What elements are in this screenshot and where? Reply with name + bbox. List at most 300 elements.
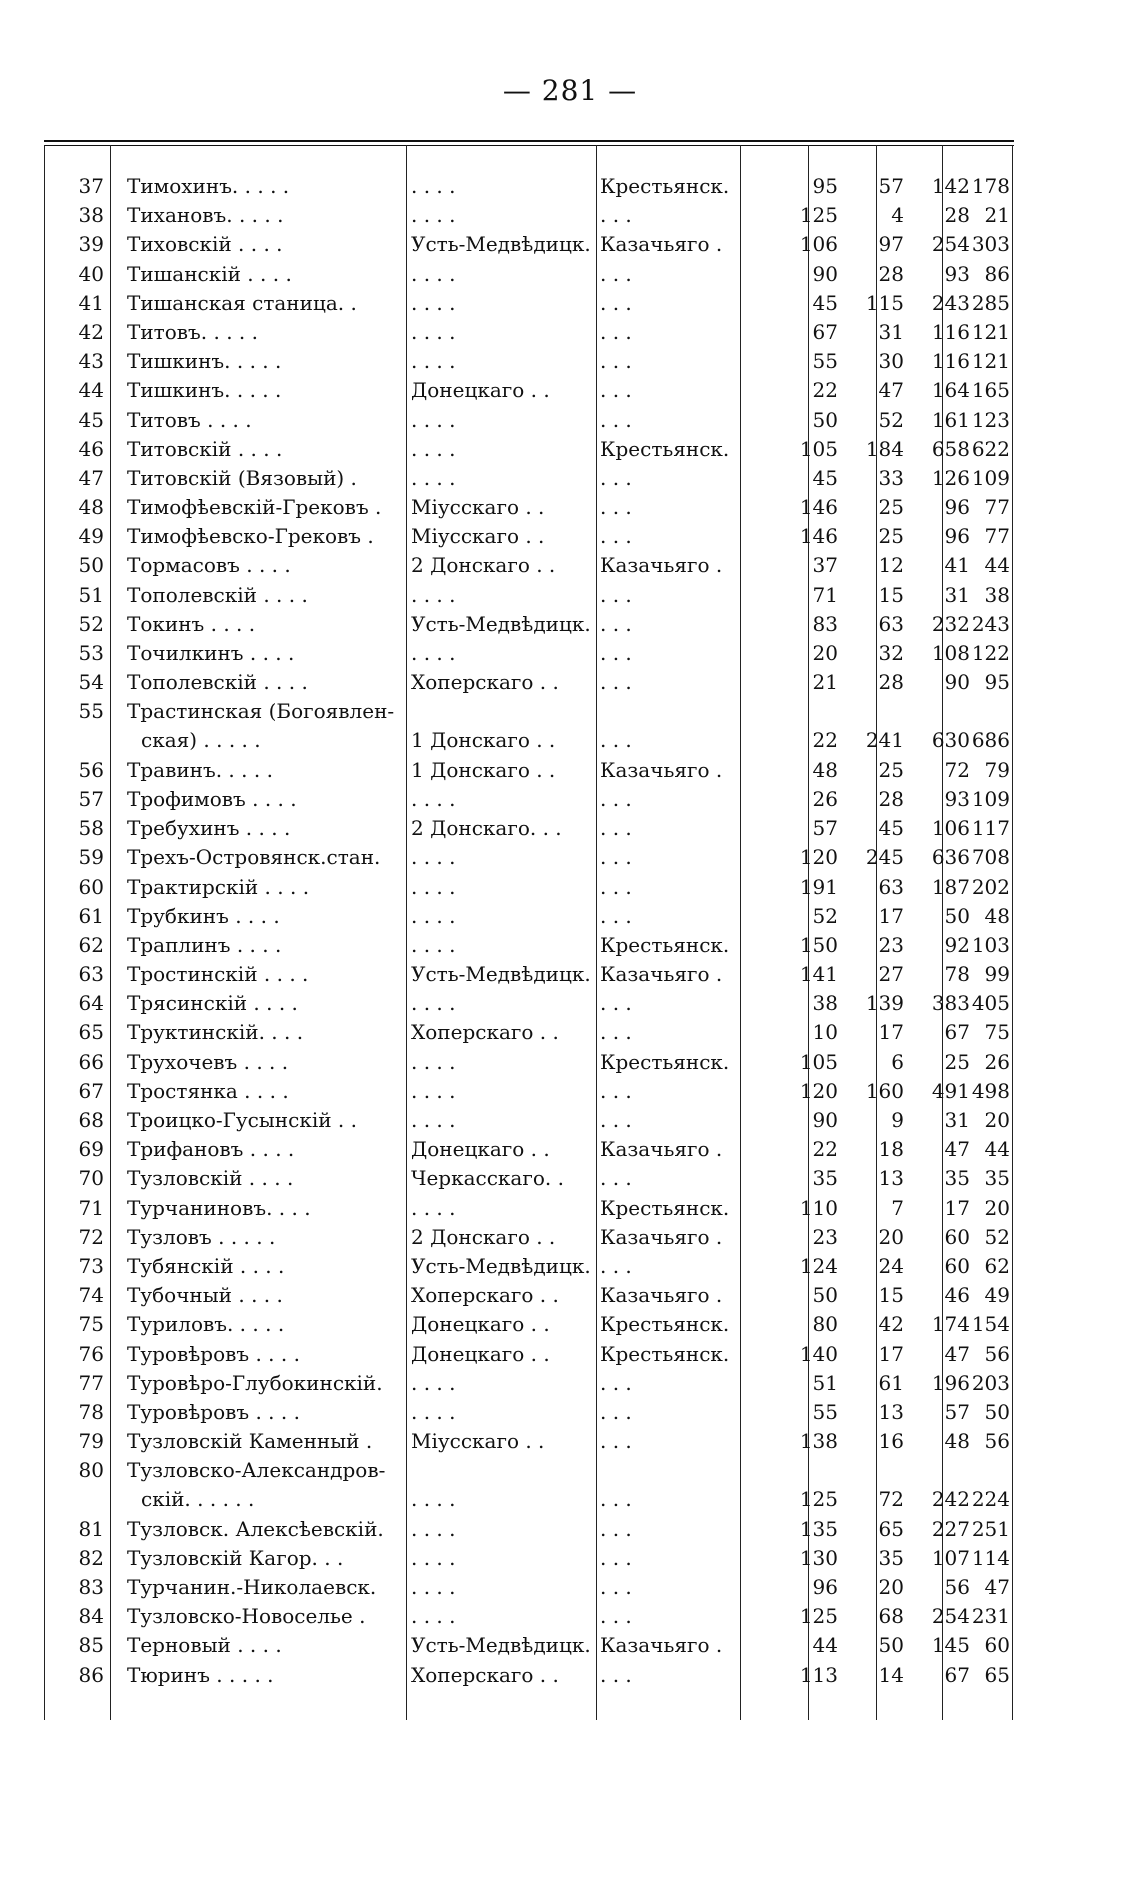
settlement-name-line: Тихановъ. . . . . <box>127 203 284 228</box>
row-number: 79 <box>78 1429 104 1454</box>
settlement-name <box>127 989 417 1018</box>
category-cell: Казачьяго . <box>600 1137 723 1162</box>
settlement-name-line: Тишкинъ. . . . . <box>127 378 282 403</box>
value-col-2: 15 <box>878 1283 904 1308</box>
value-col-4: 44 <box>984 553 1010 578</box>
row-number: 65 <box>78 1020 104 1045</box>
value-col-4: 243 <box>971 611 1010 636</box>
district-cell: Усть-Медвѣдицк. <box>411 1633 591 1658</box>
value-col-1: 83 <box>812 611 838 636</box>
value-col-3: 187 <box>931 874 970 899</box>
district-cell: 2 Донскаго. . . <box>411 816 562 841</box>
value-col-4: 165 <box>971 378 1010 403</box>
district-cell: . . . . <box>411 582 456 607</box>
settlement-name <box>127 1018 417 1047</box>
district-cell: . . . . <box>411 1516 456 1541</box>
table-row <box>44 960 1014 989</box>
settlement-name-line: Требухинъ . . . . <box>127 816 291 841</box>
value-col-4: 49 <box>984 1283 1010 1308</box>
value-col-3: 67 <box>944 1020 970 1045</box>
settlement-name-line: Траплинъ . . . . <box>127 932 282 957</box>
row-number: 78 <box>78 1399 104 1424</box>
settlement-name-line: Тимофѣевско-Грековъ . <box>127 524 374 549</box>
value-col-3: 46 <box>944 1283 970 1308</box>
value-col-1: 20 <box>812 641 838 665</box>
table-row <box>44 1194 1014 1223</box>
value-col-2: 42 <box>878 1312 904 1337</box>
value-col-1: 50 <box>812 407 838 432</box>
value-col-2: 139 <box>865 991 904 1016</box>
row-number: 38 <box>78 203 104 228</box>
category-cell: Казачьяго . <box>600 962 723 987</box>
category-cell: Казачьяго . <box>600 232 723 257</box>
value-col-1: 95 <box>812 174 838 198</box>
category-cell: . . . <box>600 641 632 665</box>
table-row <box>44 435 1014 464</box>
district-cell: Хоперскаго . . <box>411 1662 559 1687</box>
value-col-2: 25 <box>878 757 904 782</box>
value-col-4: 202 <box>971 874 1010 899</box>
value-col-3: 31 <box>944 582 970 607</box>
category-cell: . . . <box>600 1253 632 1278</box>
category-cell: Крестьянск. <box>600 174 730 198</box>
value-col-1: 146 <box>799 495 838 520</box>
settlement-name-line: Тузловско-Александров- <box>127 1458 386 1483</box>
value-col-2: 52 <box>878 407 904 432</box>
row-number: 44 <box>78 378 104 403</box>
category-cell: . . . <box>600 728 632 753</box>
value-col-1: 110 <box>799 1195 838 1220</box>
value-col-4: 21 <box>984 203 1010 228</box>
value-col-4: 117 <box>971 816 1010 841</box>
category-cell: . . . <box>600 1399 632 1424</box>
district-cell: Міусскаго . . <box>411 495 545 520</box>
value-col-4: 56 <box>984 1429 1010 1454</box>
settlement-name-line: Тубянскій . . . . <box>127 1253 285 1278</box>
value-col-1: 120 <box>799 845 838 870</box>
category-cell: . . . <box>600 290 632 315</box>
settlement-name-line: Труктинскій. . . . <box>127 1020 304 1045</box>
settlement-name <box>127 1106 417 1135</box>
value-col-4: 38 <box>984 582 1010 607</box>
district-cell: . . . . <box>411 465 456 490</box>
settlement-name <box>127 172 417 201</box>
district-cell: . . . . <box>411 991 456 1016</box>
row-number: 75 <box>78 1312 104 1337</box>
district-cell: Міусскаго . . <box>411 524 545 549</box>
value-col-2: 14 <box>878 1662 904 1687</box>
value-col-1: 90 <box>812 261 838 286</box>
settlement-name-line: Тимофѣевскій-Грековъ . <box>127 495 382 520</box>
value-col-2: 45 <box>878 816 904 841</box>
value-col-1: 105 <box>799 1049 838 1074</box>
value-col-4: 20 <box>984 1195 1010 1220</box>
table-row <box>44 406 1014 435</box>
settlement-name <box>127 230 417 259</box>
value-col-4: 109 <box>971 786 1010 811</box>
value-col-1: 22 <box>812 728 838 753</box>
value-col-3: 78 <box>944 962 970 987</box>
table-row <box>44 989 1014 1018</box>
value-col-4: 405 <box>971 991 1010 1016</box>
row-number: 55 <box>78 699 104 724</box>
value-col-3: 56 <box>944 1575 970 1600</box>
value-col-2: 31 <box>878 319 904 344</box>
settlement-name-line: Туровѣро-Глубокинскій. <box>127 1370 383 1395</box>
settlement-name-line: Туриловъ. . . . . <box>127 1312 285 1337</box>
value-col-4: 622 <box>971 436 1010 461</box>
value-col-3: 25 <box>944 1049 970 1074</box>
value-col-4: 52 <box>984 1224 1010 1249</box>
settlement-name-line: Тузловскій Кагор. . . <box>127 1545 344 1570</box>
district-cell: 2 Донскаго . . <box>411 1224 556 1249</box>
settlement-name-line: Тростянка . . . . <box>127 1078 289 1103</box>
category-cell: . . . <box>600 203 632 228</box>
settlement-name <box>127 1340 417 1369</box>
category-cell: . . . <box>600 786 632 811</box>
value-col-3: 116 <box>931 349 970 374</box>
value-col-2: 50 <box>878 1633 904 1658</box>
category-cell: . . . <box>600 261 632 286</box>
settlement-name <box>127 1369 417 1398</box>
settlement-name-line: Троицко-Гусынскій . . <box>127 1108 357 1133</box>
value-col-2: 6 <box>891 1049 904 1074</box>
settlement-name-line: Трофимовъ . . . . <box>127 786 297 811</box>
settlement-name-line: Токинъ . . . . <box>127 611 256 636</box>
category-cell: . . . <box>600 845 632 870</box>
settlement-name <box>127 551 417 580</box>
row-number: 54 <box>78 670 104 695</box>
value-col-1: 22 <box>812 378 838 403</box>
table-row <box>44 1281 1014 1310</box>
table-row <box>44 376 1014 405</box>
row-number: 84 <box>78 1604 104 1629</box>
value-col-1: 90 <box>812 1108 838 1133</box>
settlement-name-line: Туровѣровъ . . . . <box>127 1399 300 1424</box>
value-col-3: 31 <box>944 1108 970 1133</box>
settlement-name <box>127 376 417 405</box>
table-row <box>44 581 1014 610</box>
row-number: 81 <box>78 1516 104 1541</box>
settlement-name-line: Туровѣровъ . . . . <box>127 1341 300 1366</box>
district-cell: . . . . <box>411 1195 456 1220</box>
table-row <box>44 1602 1014 1631</box>
settlement-name-line: Тузловскій . . . . <box>127 1166 294 1191</box>
value-col-4: 103 <box>971 932 1010 957</box>
value-col-3: 106 <box>931 816 970 841</box>
settlement-name <box>127 1573 417 1602</box>
value-col-1: 80 <box>812 1312 838 1337</box>
value-col-1: 105 <box>799 436 838 461</box>
settlement-name <box>127 493 417 522</box>
value-col-2: 97 <box>878 232 904 257</box>
category-cell: . . . <box>600 1604 632 1629</box>
row-number: 69 <box>78 1137 104 1162</box>
value-col-1: 191 <box>799 874 838 899</box>
district-cell: . . . . <box>411 641 456 665</box>
table-row <box>44 902 1014 931</box>
settlement-name <box>127 610 417 639</box>
value-col-1: 26 <box>812 786 838 811</box>
district-cell: Усть-Медвѣдицк. <box>411 962 591 987</box>
settlement-name-line: Титовскій . . . . <box>127 436 283 461</box>
value-col-4: 50 <box>984 1399 1010 1424</box>
settlement-name-continuation: скій. . . . . . <box>141 1487 255 1512</box>
row-number: 76 <box>78 1341 104 1366</box>
value-col-3: 67 <box>944 1662 970 1687</box>
district-cell: . . . . <box>411 1545 456 1570</box>
settlement-name-line: Тузловскій Каменный . <box>127 1429 373 1454</box>
value-col-4: 99 <box>984 962 1010 987</box>
row-number: 39 <box>78 232 104 257</box>
value-col-2: 18 <box>878 1137 904 1162</box>
value-col-4: 231 <box>971 1604 1010 1629</box>
row-number: 53 <box>78 641 104 665</box>
district-cell: Усть-Медвѣдицк. <box>411 1253 591 1278</box>
settlement-name-line: Тишанская станица. . <box>127 290 357 315</box>
row-number: 42 <box>78 319 104 344</box>
category-cell: Крестьянск. <box>600 1341 730 1366</box>
district-cell: Усть-Медвѣдицк. <box>411 611 591 636</box>
value-col-3: 107 <box>931 1545 970 1570</box>
value-col-1: 10 <box>812 1020 838 1045</box>
value-col-2: 28 <box>878 786 904 811</box>
row-number: 83 <box>78 1575 104 1600</box>
district-cell: . . . . <box>411 319 456 344</box>
value-col-2: 23 <box>878 932 904 957</box>
value-col-1: 125 <box>799 1487 838 1512</box>
district-cell: Хоперскаго . . <box>411 1283 559 1308</box>
row-number: 51 <box>78 582 104 607</box>
value-col-2: 72 <box>878 1487 904 1512</box>
settlement-name <box>127 581 417 610</box>
value-col-4: 65 <box>984 1662 1010 1687</box>
value-col-2: 17 <box>878 1341 904 1366</box>
settlement-name <box>127 464 417 493</box>
value-col-3: 93 <box>944 261 970 286</box>
value-col-2: 30 <box>878 349 904 374</box>
settlement-name-line: Тузловъ . . . . . <box>127 1224 276 1249</box>
value-col-3: 93 <box>944 786 970 811</box>
value-col-3: 35 <box>944 1166 970 1191</box>
value-col-3: 60 <box>944 1253 970 1278</box>
value-col-1: 55 <box>812 1399 838 1424</box>
table-row <box>44 1398 1014 1427</box>
settlement-name-line: Тузловско-Новоселье . <box>127 1604 366 1629</box>
settlement-name <box>127 1427 417 1456</box>
value-col-3: 254 <box>931 232 970 257</box>
settlement-name <box>127 435 417 464</box>
category-cell: . . . <box>600 378 632 403</box>
row-number: 47 <box>78 465 104 490</box>
category-cell: . . . <box>600 816 632 841</box>
value-col-4: 86 <box>984 261 1010 286</box>
value-col-1: 71 <box>812 582 838 607</box>
table-row <box>44 1340 1014 1369</box>
value-col-1: 45 <box>812 465 838 490</box>
settlement-name-line: Трехъ-Островянск.стан. <box>127 845 381 870</box>
settlement-name <box>127 1661 417 1690</box>
value-col-1: 38 <box>812 991 838 1016</box>
value-col-4: 285 <box>971 290 1010 315</box>
value-col-4: 56 <box>984 1341 1010 1366</box>
settlement-name <box>127 260 417 289</box>
row-number: 50 <box>78 553 104 578</box>
district-cell: Черкасскаго. . <box>411 1166 564 1191</box>
value-col-1: 141 <box>799 962 838 987</box>
table-row <box>44 230 1014 259</box>
category-cell: . . . <box>600 465 632 490</box>
value-col-1: 150 <box>799 932 838 957</box>
row-number: 70 <box>78 1166 104 1191</box>
settlement-name <box>127 1223 417 1252</box>
value-col-2: 35 <box>878 1545 904 1570</box>
value-col-2: 57 <box>878 174 904 198</box>
row-number: 49 <box>78 524 104 549</box>
district-cell: Донецкаго . . <box>411 1341 550 1366</box>
value-col-1: 55 <box>812 349 838 374</box>
settlement-name <box>127 697 417 755</box>
value-col-4: 77 <box>984 524 1010 549</box>
row-number: 73 <box>78 1253 104 1278</box>
settlement-name <box>127 814 417 843</box>
value-col-2: 13 <box>878 1166 904 1191</box>
value-col-2: 7 <box>891 1195 904 1220</box>
row-number: 74 <box>78 1283 104 1308</box>
value-col-2: 28 <box>878 670 904 695</box>
table-row <box>44 551 1014 580</box>
category-cell: . . . <box>600 319 632 344</box>
district-cell: Донецкаго . . <box>411 378 550 403</box>
district-cell: . . . . <box>411 1575 456 1600</box>
value-col-4: 60 <box>984 1633 1010 1658</box>
row-number: 82 <box>78 1545 104 1570</box>
district-cell: . . . . <box>411 932 456 957</box>
row-number: 64 <box>78 991 104 1016</box>
category-cell: . . . <box>600 1662 632 1687</box>
category-cell: . . . <box>600 1487 632 1512</box>
row-number: 48 <box>78 495 104 520</box>
category-cell: . . . <box>600 1429 632 1454</box>
value-col-2: 13 <box>878 1399 904 1424</box>
settlement-name <box>127 1252 417 1281</box>
settlement-name <box>127 843 417 872</box>
value-col-2: 63 <box>878 611 904 636</box>
value-col-3: 142 <box>931 174 970 198</box>
row-number: 66 <box>78 1049 104 1074</box>
settlement-name-line: Трифановъ . . . . <box>127 1137 295 1162</box>
value-col-2: 33 <box>878 465 904 490</box>
value-col-4: 498 <box>971 1078 1010 1103</box>
category-cell: . . . <box>600 1545 632 1570</box>
settlement-name-line: Тюринъ . . . . . <box>127 1662 274 1687</box>
row-number: 71 <box>78 1195 104 1220</box>
value-col-4: 114 <box>971 1545 1010 1570</box>
value-col-3: 116 <box>931 319 970 344</box>
row-number: 63 <box>78 962 104 987</box>
value-col-4: 26 <box>984 1049 1010 1074</box>
category-cell: . . . <box>600 1020 632 1045</box>
row-number: 52 <box>78 611 104 636</box>
category-cell: . . . <box>600 1166 632 1191</box>
value-col-4: 48 <box>984 903 1010 928</box>
table-row <box>44 814 1014 843</box>
district-cell: . . . . <box>411 203 456 228</box>
table-row <box>44 260 1014 289</box>
value-col-2: 115 <box>865 290 904 315</box>
category-cell: Крестьянск. <box>600 932 730 957</box>
settlement-name <box>127 1310 417 1339</box>
settlement-name <box>127 902 417 931</box>
value-col-1: 48 <box>812 757 838 782</box>
value-col-3: 227 <box>931 1516 970 1541</box>
settlement-name-line: Трухочевъ . . . . <box>127 1049 289 1074</box>
value-col-4: 251 <box>971 1516 1010 1541</box>
category-cell: . . . <box>600 407 632 432</box>
table-row <box>44 931 1014 960</box>
category-cell: . . . <box>600 611 632 636</box>
value-col-3: 174 <box>931 1312 970 1337</box>
value-col-1: 51 <box>812 1370 838 1395</box>
settlement-name-line: Трубкинъ . . . . <box>127 903 280 928</box>
category-cell: Крестьянск. <box>600 436 730 461</box>
value-col-4: 123 <box>971 407 1010 432</box>
row-number: 80 <box>78 1458 104 1483</box>
value-col-1: 37 <box>812 553 838 578</box>
district-cell: . . . . <box>411 1399 456 1424</box>
value-col-2: 25 <box>878 524 904 549</box>
category-cell: . . . <box>600 903 632 928</box>
table-row <box>44 464 1014 493</box>
table-row <box>44 172 1014 201</box>
table-row <box>44 1456 1014 1514</box>
value-col-3: 41 <box>944 553 970 578</box>
table-row <box>44 843 1014 872</box>
value-col-3: 196 <box>931 1370 970 1395</box>
district-cell: . . . . <box>411 1049 456 1074</box>
value-col-2: 61 <box>878 1370 904 1395</box>
value-col-2: 63 <box>878 874 904 899</box>
value-col-3: 254 <box>931 1604 970 1629</box>
value-col-3: 383 <box>931 991 970 1016</box>
category-cell: Казачьяго . <box>600 1633 723 1658</box>
district-cell: . . . . <box>411 786 456 811</box>
settlement-name-line: Трясинскій . . . . <box>127 991 298 1016</box>
value-col-4: 79 <box>984 757 1010 782</box>
category-cell: . . . <box>600 582 632 607</box>
table-sub-rule <box>44 145 1014 146</box>
value-col-3: 491 <box>931 1078 970 1103</box>
category-cell: Крестьянск. <box>600 1049 730 1074</box>
table-row <box>44 1310 1014 1339</box>
row-number: 41 <box>78 290 104 315</box>
settlement-name-line: Тростинскій . . . . <box>127 962 309 987</box>
settlement-name-line: Титовъ. . . . . <box>127 319 258 344</box>
value-col-1: 124 <box>799 1253 838 1278</box>
value-col-4: 154 <box>971 1312 1010 1337</box>
settlement-name-line: Тишкинъ. . . . . <box>127 349 282 374</box>
settlement-name-line: Турчанин.-Николаевск. <box>127 1575 377 1600</box>
settlement-name-line: Травинъ. . . . . <box>127 757 273 782</box>
settlement-name <box>127 1398 417 1427</box>
value-col-1: 67 <box>812 319 838 344</box>
value-col-1: 135 <box>799 1516 838 1541</box>
value-col-3: 50 <box>944 903 970 928</box>
value-col-3: 47 <box>944 1137 970 1162</box>
table-row <box>44 697 1014 755</box>
district-cell: . . . . <box>411 1604 456 1629</box>
settlement-name <box>127 289 417 318</box>
